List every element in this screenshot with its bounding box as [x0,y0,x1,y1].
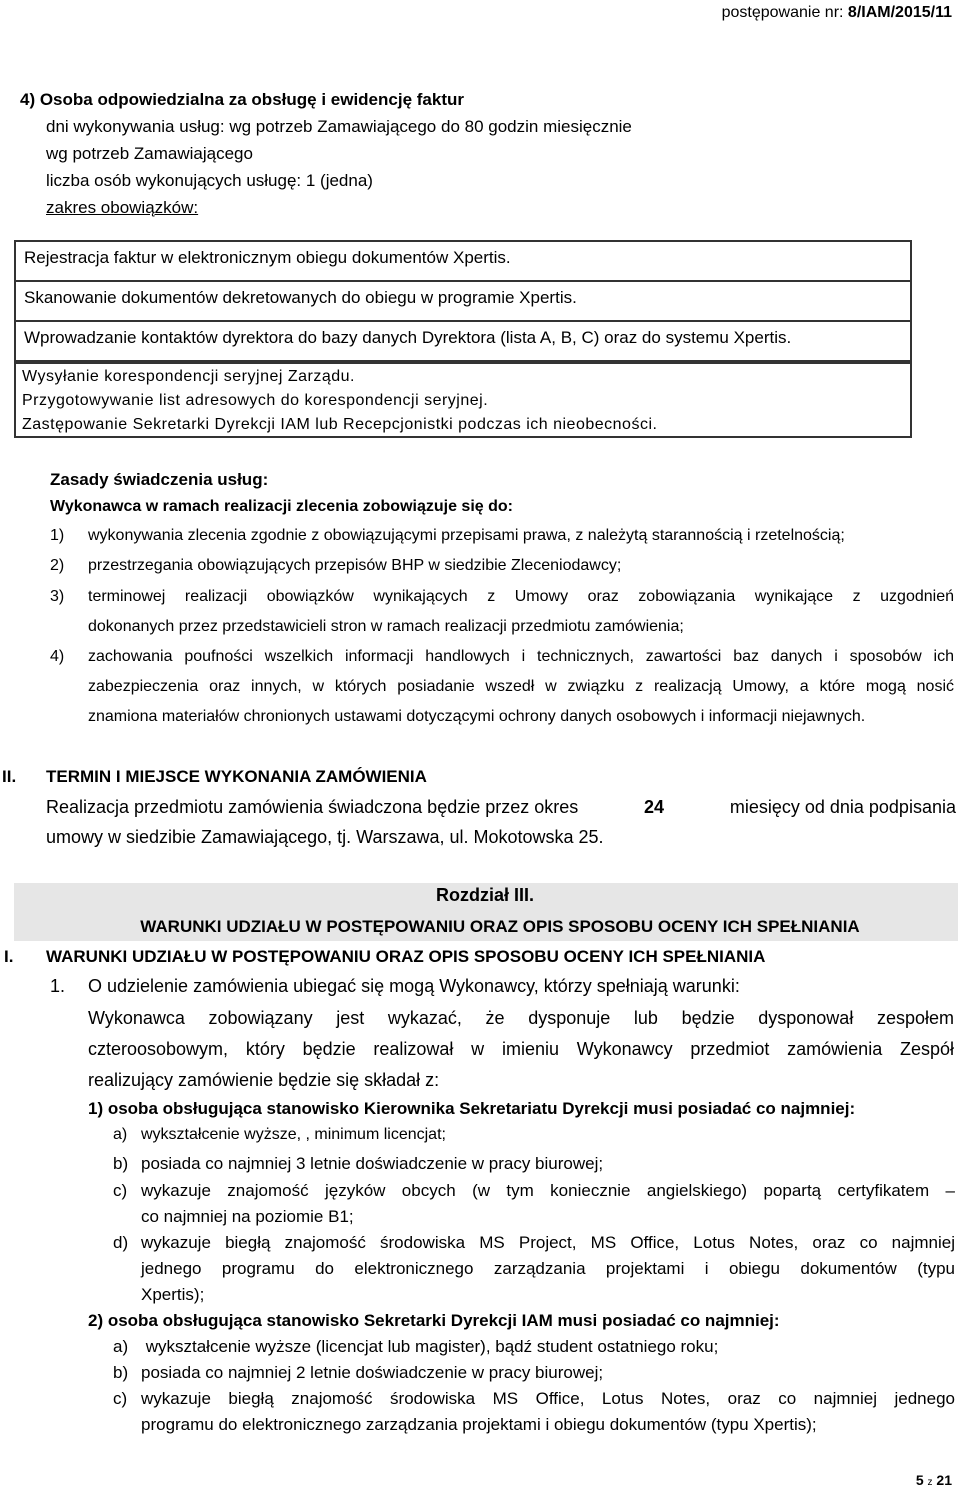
item-text: wykształcenie wyższe (licencjat lub magister), bądź student ostatniego roku; [141,1337,719,1356]
table-cell: Przygotowywanie list adresowych do korespondencji seryjnej. [22,392,489,409]
item-letter: a) [113,1337,129,1356]
page-number [916,1472,952,1488]
item-letter: a) [113,1126,128,1143]
procurement-number: 8/IAM/2015/11 [847,4,952,21]
item-letter: b) [113,1154,129,1173]
rule-text: zabezpieczenia oraz innych, w których posiadanie wszedł w związku z realizacją Umowy, a które mogą nosić [88,678,954,695]
page-header [722,4,952,22]
duties-label: zakres obowiązków: [46,198,199,217]
table-row [16,242,910,282]
term-line [46,797,956,818]
item-text: co najmniej na poziomie B1; [141,1207,354,1226]
item-text: Xpertis); [141,1285,205,1304]
conditions-title: WARUNKI UDZIAŁU W POSTĘPOWANIU ORAZ OPIS SPOSOBU OCENY ICH SPEŁNIANIA [46,947,766,966]
item-text: wykształcenie wyższe, , minimum licencjat; [141,1126,446,1143]
term-line: umowy w siedzibie Zamawiającego, tj. Warszawa, ul. Mokotowska 25. [46,827,604,847]
item-text: wykazuje biegłą znajomość środowiska MS Project, MS Office, Lotus Notes, oraz co najmniej [141,1233,955,1252]
section-4-title: 4) Osoba odpowiedzialna za obsługę i ewidencję faktur [20,90,464,109]
point-text: O udzielenie zamówienia ubiegać się mogą Wykonawcy, którzy spełniają warunki: [88,976,740,996]
page-separator: z [927,1477,933,1488]
rule-number: 1) [50,527,65,544]
term-text: Realizacja przedmiotu zamówienia świadczona będzie przez okres [46,797,579,817]
item-letter: c) [113,1389,128,1408]
item-letter: b) [113,1363,129,1382]
para-line: realizujący zamówienie będzie się składał z: [88,1070,440,1090]
rule-text: znamiona materiałów chronionych ustawami dotyczącymi ochrony danych osobowych i informacji niejawnych. [88,708,866,725]
item-text: programu do elektronicznego zarządzania projektami i obiegu dokumentów (typu Xpertis); [141,1415,817,1434]
para-line: czteroosobowym, który będzie realizował w imieniu Wykonawcy przedmiot zamówienia Zespół [88,1039,954,1059]
role-1-title: 1) osoba obsługująca stanowisko Kierownika Sekretariatu Dyrekcji musi posiadać co najmniej: [88,1099,856,1118]
table-cell: Skanowanie dokumentów dekretowanych do obiegu w programie Xpertis. [24,288,577,307]
term-title: TERMIN I MIEJSCE WYKONANIA ZAMÓWIENIA [46,767,427,786]
rule-text: zachowania poufności wszelkich informacji handlowych i technicznych, zawartości baz danych i sposobów ich [88,648,954,665]
rules-title: Zasady świadczenia usług: [50,470,269,489]
rule-number: 4) [50,648,65,665]
para-line: Wykonawca zobowiązany jest wykazać, że dysponuje lub będzie dysponował zespołem [88,1008,954,1028]
item-text: posiada co najmniej 3 letnie doświadczenie w pracy biurowej; [141,1154,604,1173]
header-prefix: postępowanie nr: [721,4,844,21]
point-number: 1. [50,976,66,996]
section-4-line: liczba osób wykonujących usługę: 1 (jedna) [46,171,373,190]
total-pages: 21 [936,1472,952,1488]
term-text: miesięcy od dnia podpisania [729,797,956,817]
item-text: jednego programu do elektronicznego zarządzania projektami i obiegu dokumentów (typu [141,1259,955,1278]
table-cell: Zastępowanie Sekretarki Dyrekcji IAM lub Recepcjonistki podczas ich nieobecności. [22,416,658,433]
role-2-title: 2) osoba obsługująca stanowisko Sekretarki Dyrekcji IAM musi posiadać co najmniej: [88,1311,780,1330]
rule-text: terminowej realizacji obowiązków wynikających z Umowy oraz zobowiązania wynikające z uzgodnień [88,588,954,605]
item-letter: c) [113,1181,128,1200]
current-page: 5 [915,1472,924,1488]
rule-text: przestrzegania obowiązujących przepisów BHP w siedzibie Zleceniodawcy; [88,557,622,574]
rule-text: dokonanych przez przedstawicieli stron w ramach realizacji przedmiotu zamówienia; [88,618,684,635]
section-4-line: dni wykonywania usług: wg potrzeb Zamawiającego do 80 godzin miesięcznie [46,117,632,136]
rule-text: wykonywania zlecenia zgodnie z obowiązującymi przepisami prawa, z należytą starannością i rzetelnością; [88,527,845,544]
duties-table [14,240,912,362]
table-cell: Wysyłanie korespondencji seryjnej Zarządu. [22,368,355,385]
term-months: 24 [644,797,665,817]
item-text: posiada co najmniej 2 letnie doświadczenie w pracy biurowej; [141,1363,604,1382]
rule-number: 2) [50,557,65,574]
rules-subtitle: Wykonawca w ramach realizacji zlecenia zobowiązuje się do: [50,498,513,515]
section-4-line: wg potrzeb Zamawiającego [46,144,253,163]
table-row [16,322,910,360]
table-cell: Wprowadzanie kontaktów dyrektora do bazy danych Dyrektora (lista A, B, C) oraz do systemu Xpertis. [24,328,792,347]
table-row [16,282,910,322]
chapter-subtitle: WARUNKI UDZIAŁU W POSTĘPOWANIU ORAZ OPIS SPOSOBU OCENY ICH SPEŁNIANIA [140,917,860,936]
item-text: wykazuje biegłą znajomość środowiska MS Office, Lotus Notes, oraz co najmniej jednego [141,1389,955,1408]
section-number: I. [4,947,14,966]
duties-table-continued [14,362,912,438]
section-number: II. [2,767,17,786]
item-text: wykazuje znajomość języków obcych (w tym koniecznie angielskiego) popartą certyfikatem – [141,1181,955,1200]
item-letter: d) [113,1233,129,1252]
rule-number: 3) [50,588,65,605]
table-cell: Rejestracja faktur w elektronicznym obiegu dokumentów Xpertis. [24,248,511,267]
chapter-title: Rozdział III. [435,885,534,905]
